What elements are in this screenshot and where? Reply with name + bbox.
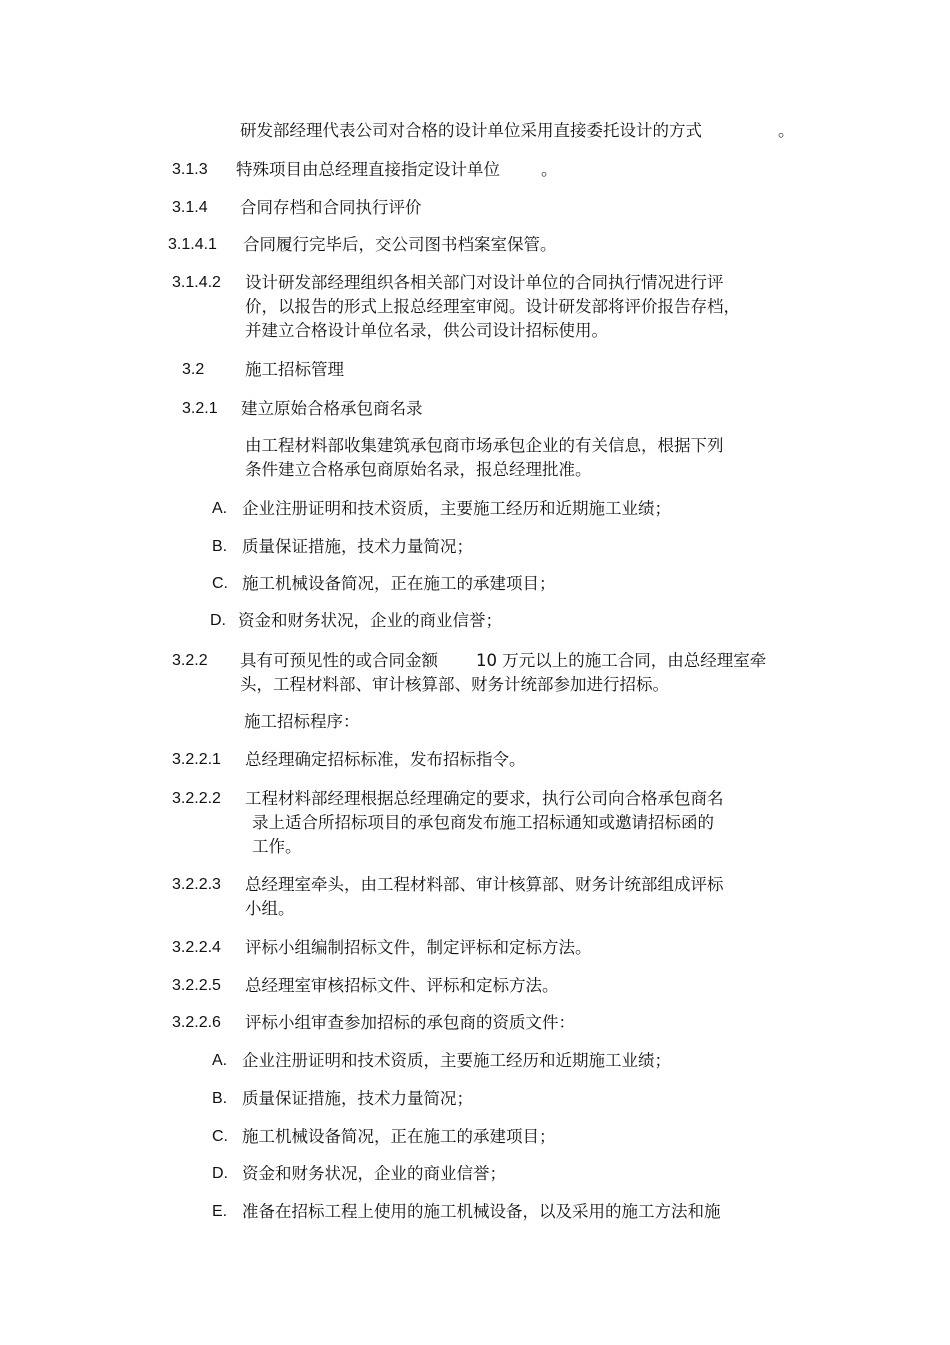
list-item: 质量保证措施，技术力量简况； [242,537,473,556]
section-text: 评标小组审查参加招标的承包商的资质文件： [245,1013,575,1032]
section-heading: 建立原始合格承包商名录 [241,399,423,418]
paragraph-line: 条件建立合格承包商原始名录，报总经理批准。 [245,460,592,479]
section-number: 3.1.4.2 [172,274,221,291]
section-number: 3.1.4.1 [168,236,217,253]
section-period: 。 [541,160,558,179]
list-item: 资金和财务状况，企业的商业信誉； [238,611,502,630]
section-heading: 合同存档和合同执行评价 [240,198,422,217]
section-text: 特殊项目由总经理直接指定设计单位 [236,160,500,179]
intro-period: 。 [778,121,795,140]
sub-heading: 施工招标程序： [244,712,360,731]
section-text: 评标小组编制招标文件，制定评标和定标方法。 [245,938,592,957]
section-number: 3.2.2.5 [172,977,221,994]
section-number: 3.2.1 [182,400,218,417]
intro-line: 研发部经理代表公司对合格的设计单位采用直接委托设计的方式 [240,121,702,140]
list-item: 施工机械设备简况，正在施工的承建项目； [242,574,556,593]
section-number: 3.1.3 [172,161,208,178]
paragraph-line: 10 万元以上的施工合同，由总经理室牵 [476,651,767,670]
paragraph-line: 并建立合格设计单位名录，供公司设计招标使用。 [245,321,608,340]
list-item: 企业注册证明和技术资质，主要施工经历和近期施工业绩； [242,1051,671,1070]
paragraph-line: 价，以报告的形式上报总经理室审阅。设计研发部将评价报告存档， [245,297,740,316]
section-number: 3.2 [182,361,205,378]
list-letter: A. [212,500,228,517]
paragraph-line: 总经理室牵头，由工程材料部、审计核算部、财务计统部组成评标 [245,875,724,894]
list-letter: C. [212,1128,228,1145]
list-letter: E. [212,1203,228,1220]
list-letter: D. [210,612,226,629]
list-letter: C. [212,575,228,592]
section-number: 3.2.2 [172,652,208,669]
paragraph-line: 头，工程材料部、审计核算部、财务计统部参加进行招标。 [240,675,669,694]
section-number: 3.2.2.2 [172,790,221,807]
list-item: 质量保证措施，技术力量简况； [242,1089,473,1108]
list-letter: D. [212,1165,228,1182]
section-number: 3.2.2.4 [172,939,221,956]
section-number: 3.1.4 [172,199,208,216]
paragraph-line: 具有可预见性的或合同金额 [240,651,438,670]
paragraph-line: 工程材料部经理根据总经理确定的要求，执行公司向合格承包商名 [245,789,724,808]
paragraph-line: 小组。 [245,899,295,918]
list-letter: B. [212,1090,228,1107]
list-item: 资金和财务状况，企业的商业信誉； [242,1164,506,1183]
paragraph-line: 工作。 [252,837,302,856]
list-item: 企业注册证明和技术资质，主要施工经历和近期施工业绩； [242,499,671,518]
paragraph-line: 设计研发部经理组织各相关部门对设计单位的合同执行情况进行评 [245,273,724,292]
section-text: 总经理室审核招标文件、评标和定标方法。 [245,976,559,995]
section-text: 合同履行完毕后，交公司图书档案室保管。 [243,235,557,254]
paragraph-line: 录上适合所招标项目的承包商发布施工招标通知或邀请招标函的 [252,813,714,832]
section-heading: 施工招标管理 [245,360,344,379]
section-number: 3.2.2.6 [172,1014,221,1031]
section-number: 3.2.2.1 [172,751,221,768]
list-letter: A. [212,1052,228,1069]
list-item: 施工机械设备简况，正在施工的承建项目； [242,1127,556,1146]
list-item: 准备在招标工程上使用的施工机械设备，以及采用的施工方法和施 [242,1202,721,1221]
section-text: 总经理确定招标标准，发布招标指令。 [245,750,526,769]
section-number: 3.2.2.3 [172,876,221,893]
paragraph-line: 由工程材料部收集建筑承包商市场承包企业的有关信息，根据下列 [245,436,724,455]
list-letter: B. [212,538,228,555]
